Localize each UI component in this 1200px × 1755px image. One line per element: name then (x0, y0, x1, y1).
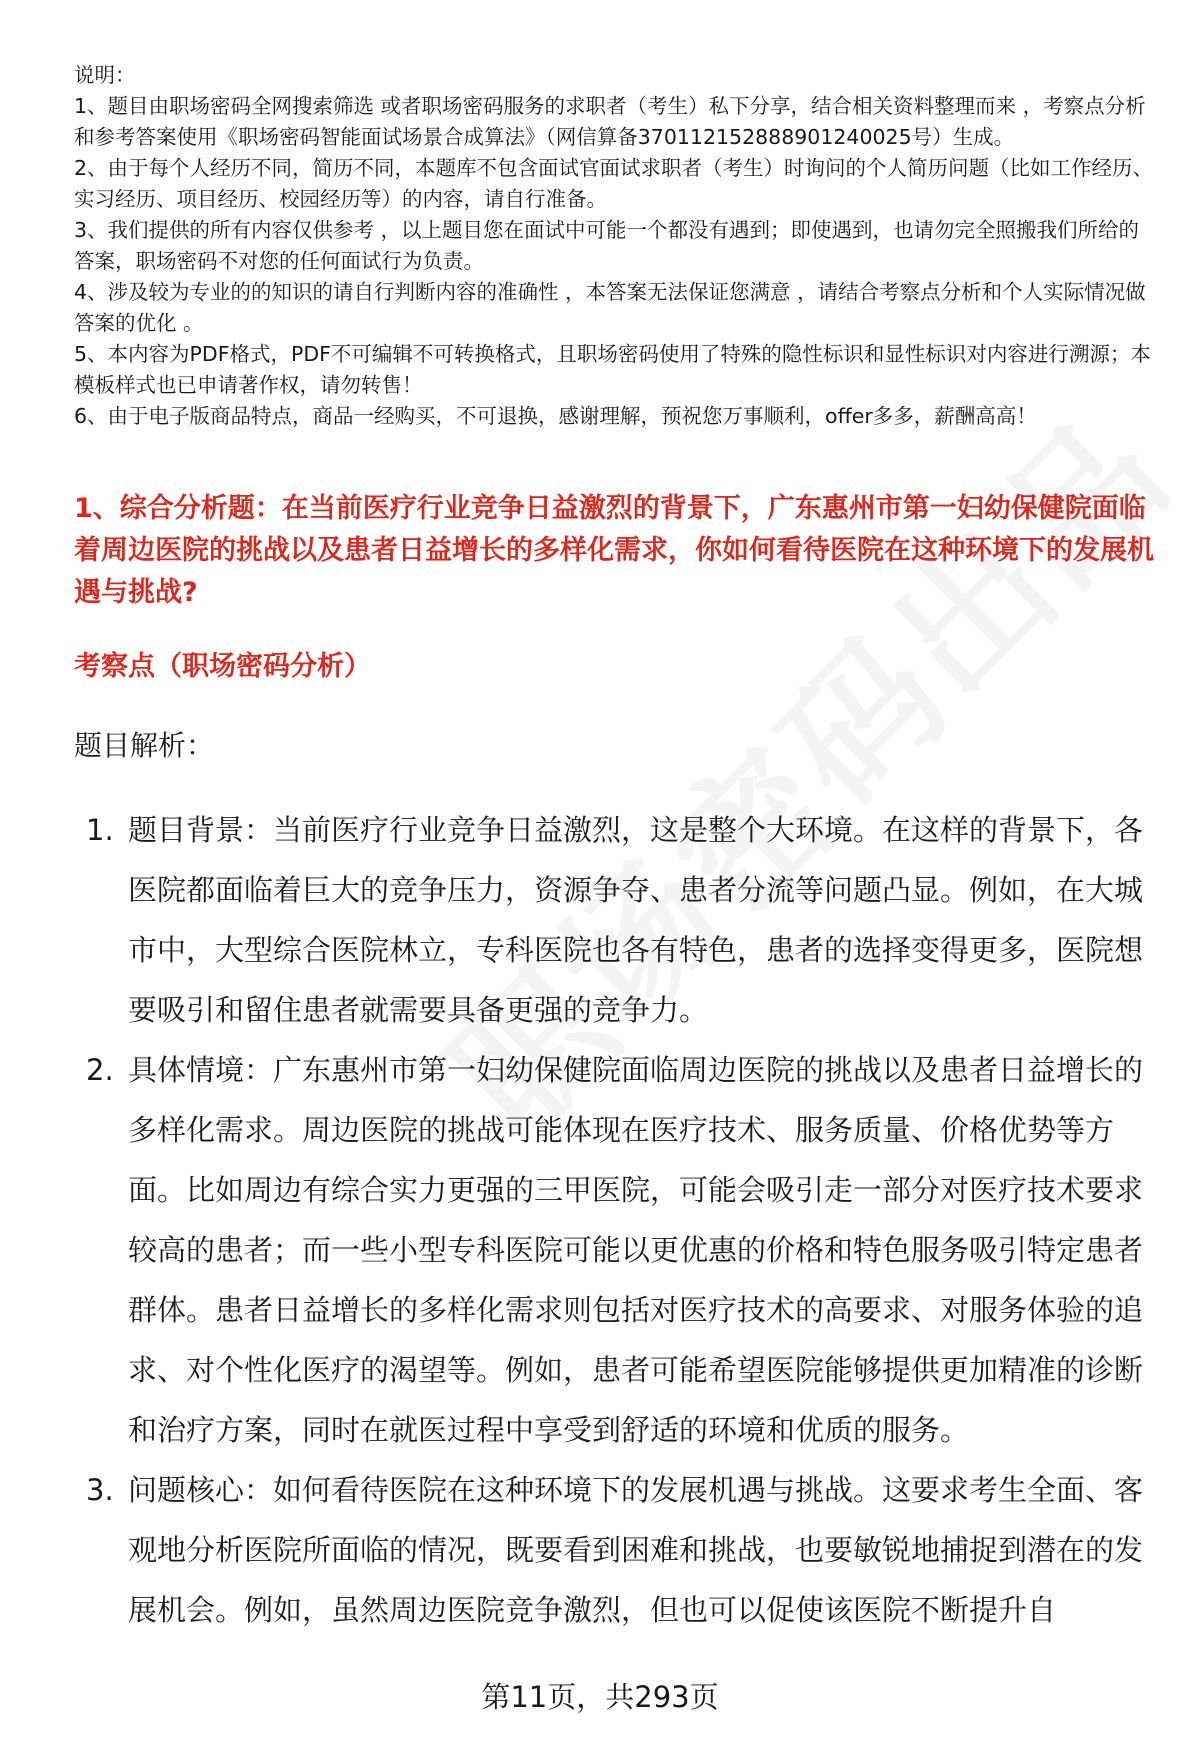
notes-section (74, 60, 1154, 432)
item-number: 1. (86, 813, 114, 847)
page-number-footer: 第11页，共293页 (481, 1680, 719, 1714)
item-text: 具体情境：广东惠州市第一妇幼保健院面临周边医院的挑战以及患者日益增长的多样化需求。周边医院的挑战可能体现在医疗技术、服务质量、价格优势等方面。比如周边有综合实力更强的三甲医院，可能会吸引走一部分对医疗技术要求较高的患者；而一些小型专科医院可能以更优惠的价格和特色服务吸引特定患者群体。患者日益增长的多样化需求则包括对医疗技术的高要求、对服务体验的追求、对个性化医疗的渴望等。例如，患者可能希望医院能够提供更加精准的诊断和治疗方案，同时在就医过程中享受到舒适的环境和优质的服务。 (128, 1053, 1144, 1447)
note-item: 4、涉及较为专业的的知识的请自行判断内容的准确性 ，本答案无法保证您满意 ，请结合考察点分析和个人实际情况做答案的优化 。 (74, 280, 1146, 335)
exam-points-heading: 考察点（职场密码分析） (74, 651, 371, 682)
notes-heading: 说明： (74, 63, 136, 87)
analysis-item (74, 1040, 1154, 1460)
analysis-item (74, 1460, 1154, 1640)
note-item: 3、我们提供的所有内容仅供参考 ，以上题目您在面试中可能一个都没有遇到；即使遇到，也请勿完全照搬我们所给的答案，职场密码不对您的任何面试行为负责。 (74, 218, 1140, 273)
analysis-item (74, 800, 1154, 1040)
note-item: 1、题目由职场密码全网搜索筛选 或者职场密码服务的求职者（考生）私下分享，结合相关资料整理而来 ，考察点分析和参考答案使用《职场密码智能面试场景合成算法》（网信算备370112152888901240025号）生成。 (74, 94, 1146, 149)
note-item: 6、由于电子版商品特点，商品一经购买，不可退换，感谢理解，预祝您万事顺利，offer多多，薪酬高高！ (74, 404, 1037, 428)
note-item: 5、本内容为PDF格式，PDF不可编辑不可转换格式，且职场密码使用了特殊的隐性标识和显性标识对内容进行溯源；本模板样式也已申请著作权，请勿转售！ (74, 342, 1151, 397)
item-number: 3. (86, 1473, 114, 1507)
question-title: 1、综合分析题：在当前医疗行业竞争日益激烈的背景下，广东惠州市第一妇幼保健院面临着周边医院的挑战以及患者日益增长的多样化需求，你如何看待医院在这种环境下的发展机遇与挑战? (74, 493, 1154, 608)
item-text: 题目背景：当前医疗行业竞争日益激烈，这是整个大环境。在这样的背景下，各医院都面临着巨大的竞争压力，资源争夺、患者分流等问题凸显。例如，在大城市中，大型综合医院林立，专科医院也各有特色，患者的选择变得更多，医院想要吸引和留住患者就需要具备更强的竞争力。 (128, 813, 1144, 1027)
analysis-label: 题目解析： (74, 729, 215, 762)
item-number: 2. (86, 1053, 114, 1087)
item-text: 问题核心：如何看待医院在这种环境下的发展机遇与挑战。这要求考生全面、客观地分析医院所面临的情况，既要看到困难和挑战，也要敏锐地捕捉到潜在的发展机会。例如，虽然周边医院竞争激烈，但也可以促使该医院不断提升自 (128, 1473, 1144, 1627)
analysis-list (74, 800, 1154, 1640)
note-item: 2、由于每个人经历不同，简历不同，本题库不包含面试官面试求职者（考生）时询问的个人简历问题（比如工作经历、实习经历、项目经历、校园经历等）的内容，请自行准备。 (74, 156, 1154, 211)
